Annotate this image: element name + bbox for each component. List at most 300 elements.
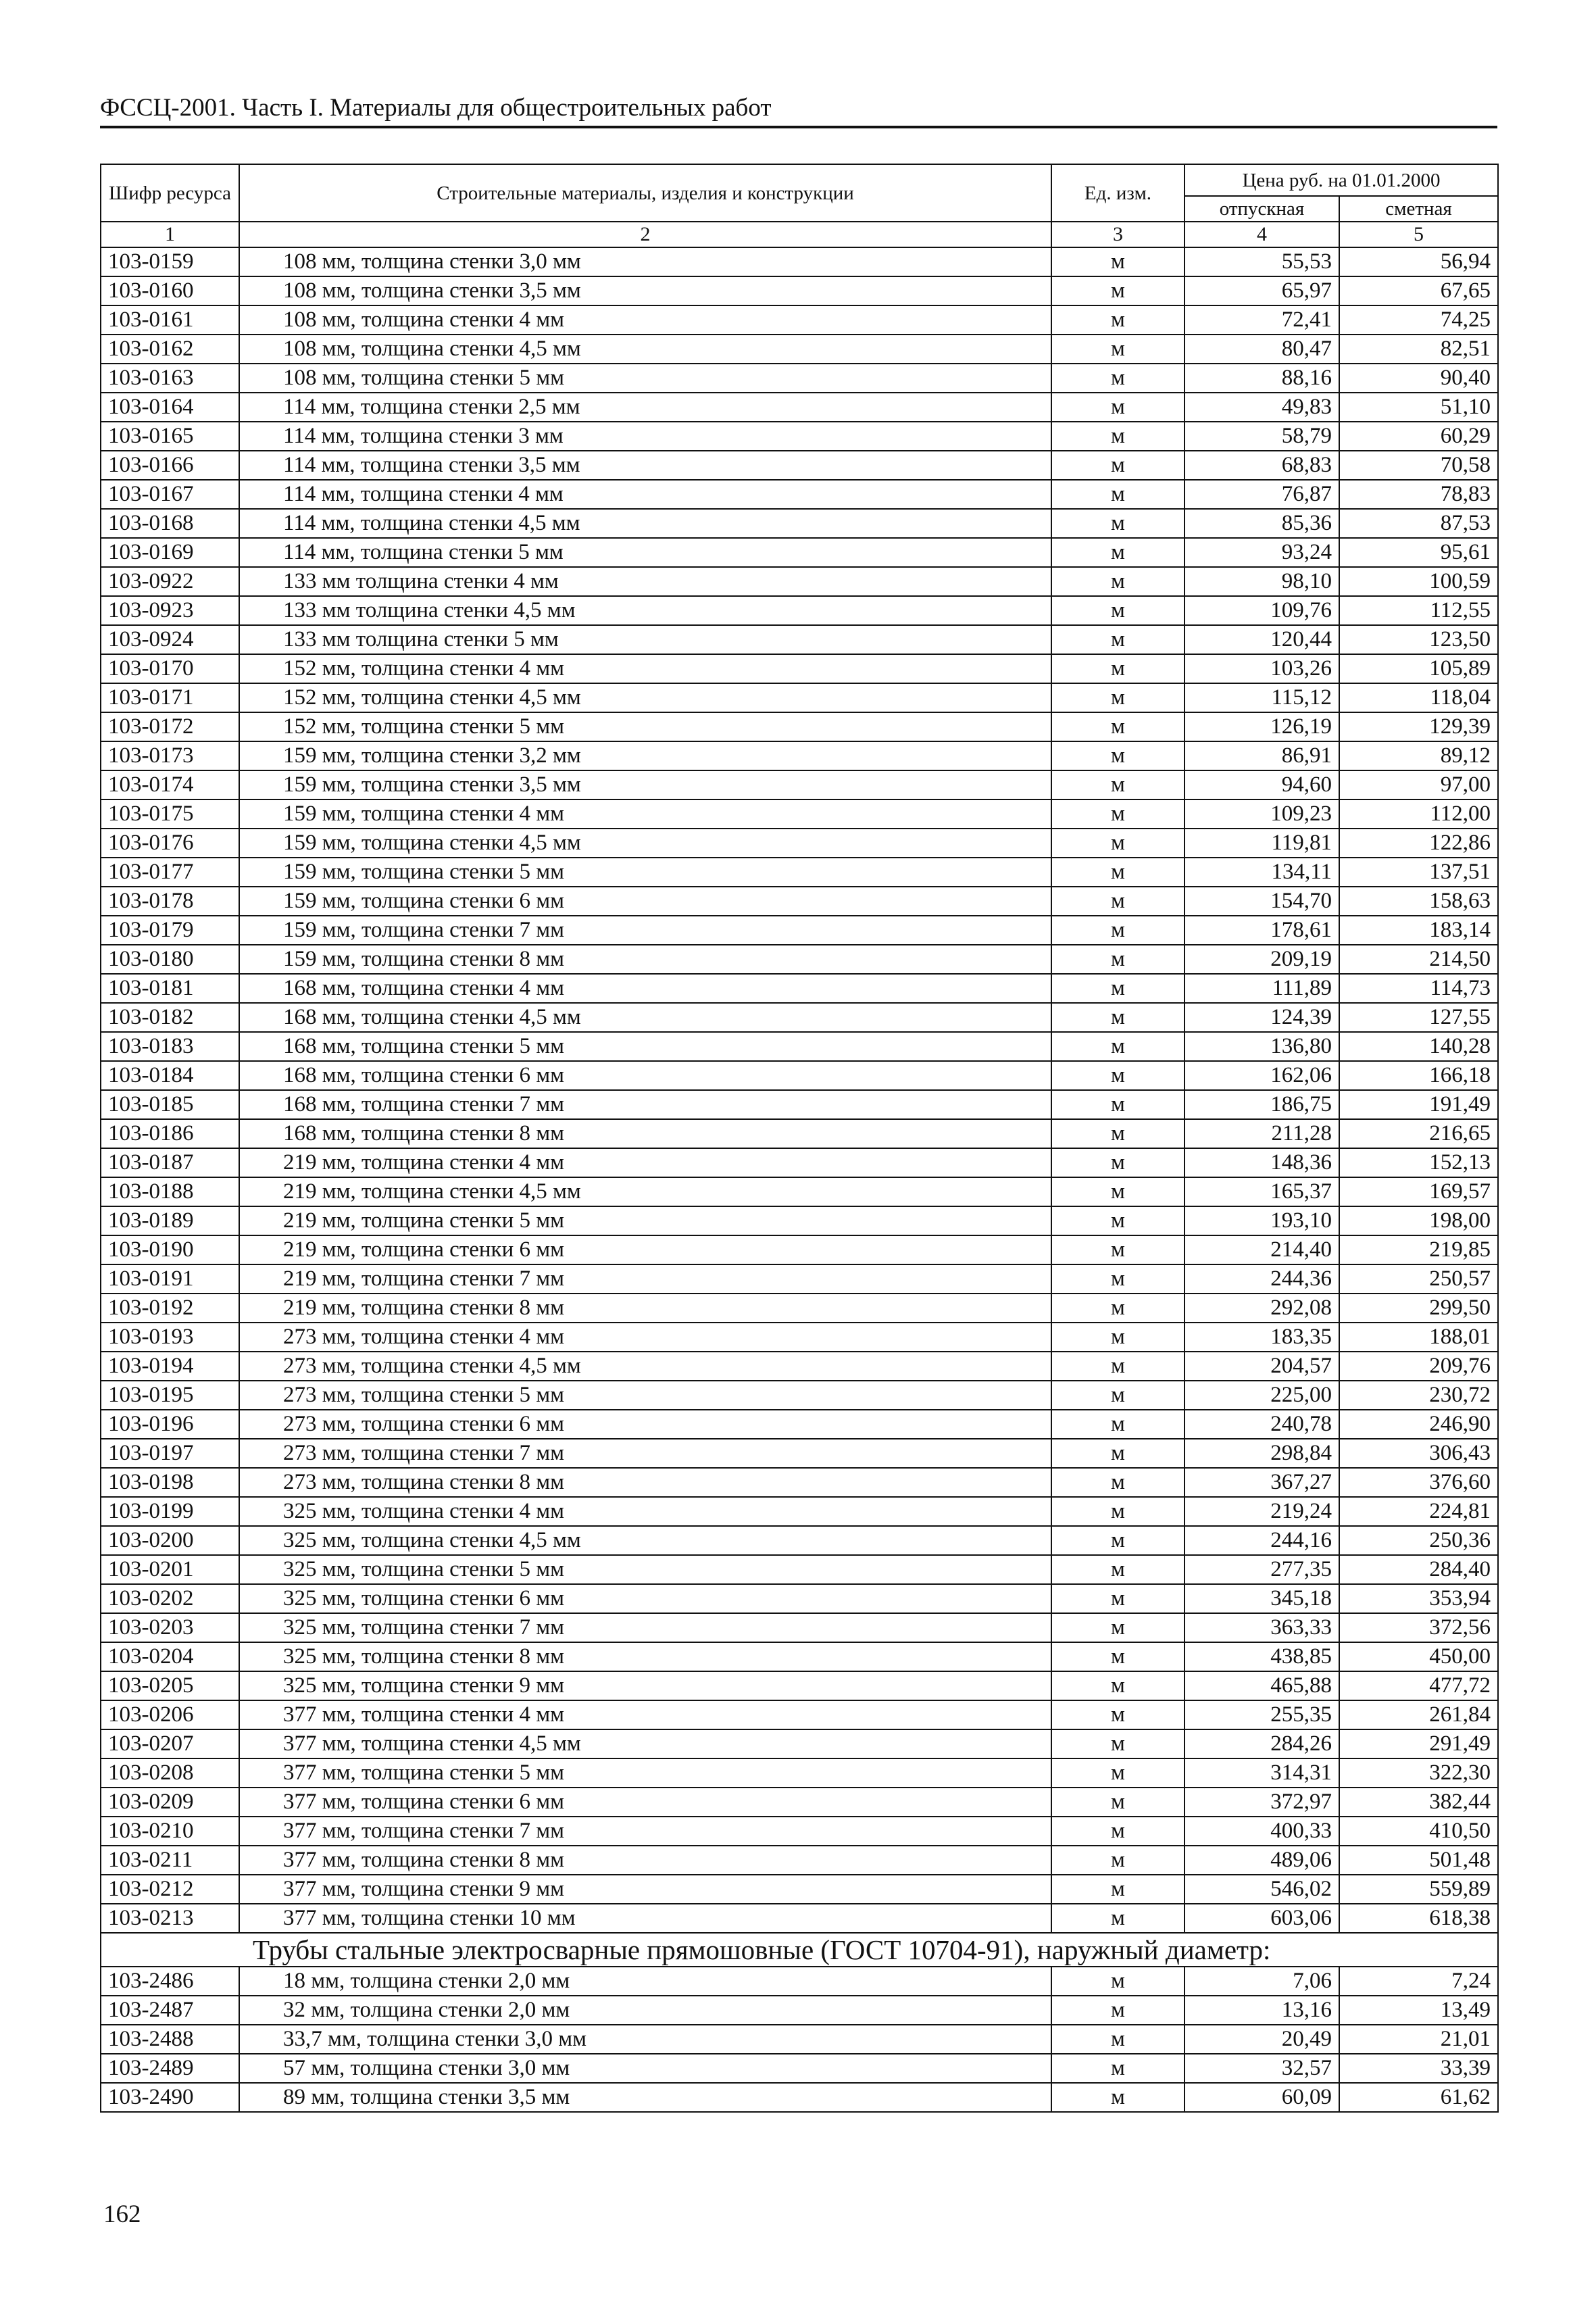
release-price-cell: 65,97 <box>1184 276 1339 305</box>
resource-code-cell: 103-0162 <box>101 335 239 364</box>
estimate-price-cell: 158,63 <box>1339 887 1498 916</box>
table-row <box>101 1206 1498 1235</box>
unit-cell: м <box>1051 1904 1184 1933</box>
table-row <box>101 1090 1498 1119</box>
resource-code-cell: 103-0197 <box>101 1439 239 1468</box>
release-price-cell: 214,40 <box>1184 1235 1339 1264</box>
unit-cell: м <box>1051 945 1184 974</box>
material-name-cell: 108 мм, толщина стенки 3,0 мм <box>239 247 1051 276</box>
material-name-cell: 377 мм, толщина стенки 5 мм <box>239 1758 1051 1788</box>
estimate-price-cell: 56,94 <box>1339 247 1498 276</box>
material-name-cell: 325 мм, толщина стенки 7 мм <box>239 1613 1051 1642</box>
release-price-cell: 148,36 <box>1184 1148 1339 1177</box>
unit-cell: м <box>1051 1526 1184 1555</box>
resource-code-cell: 103-0187 <box>101 1148 239 1177</box>
resource-code-cell: 103-0164 <box>101 393 239 422</box>
estimate-price-cell: 118,04 <box>1339 683 1498 712</box>
estimate-price-cell: 21,01 <box>1339 2025 1498 2054</box>
release-price-cell: 60,09 <box>1184 2083 1339 2112</box>
unit-cell: м <box>1051 625 1184 654</box>
estimate-price-cell: 559,89 <box>1339 1875 1498 1904</box>
unit-cell: м <box>1051 1613 1184 1642</box>
material-name-cell: 57 мм, толщина стенки 3,0 мм <box>239 2054 1051 2083</box>
table-row <box>101 1788 1498 1817</box>
resource-code-cell: 103-0179 <box>101 916 239 945</box>
table-row <box>101 858 1498 887</box>
unit-cell: м <box>1051 1119 1184 1148</box>
material-name-cell: 377 мм, толщина стенки 6 мм <box>239 1788 1051 1817</box>
material-name-cell: 108 мм, толщина стенки 3,5 мм <box>239 276 1051 305</box>
table-row <box>101 1294 1498 1323</box>
release-price-cell: 372,97 <box>1184 1788 1339 1817</box>
table-row <box>101 1642 1498 1671</box>
resource-code-cell: 103-0160 <box>101 276 239 305</box>
resource-code-cell: 103-0203 <box>101 1613 239 1642</box>
release-price-cell: 120,44 <box>1184 625 1339 654</box>
material-name-cell: 159 мм, толщина стенки 3,2 мм <box>239 741 1051 770</box>
release-price-cell: 98,10 <box>1184 567 1339 596</box>
table-body <box>101 247 1498 2112</box>
material-name-cell: 219 мм, толщина стенки 6 мм <box>239 1235 1051 1264</box>
table-row <box>101 741 1498 770</box>
resource-code-cell: 103-0172 <box>101 712 239 741</box>
resource-code-cell: 103-0189 <box>101 1206 239 1235</box>
unit-cell: м <box>1051 916 1184 945</box>
table-row <box>101 1235 1498 1264</box>
estimate-price-cell: 166,18 <box>1339 1061 1498 1090</box>
unit-cell: м <box>1051 1323 1184 1352</box>
resource-code-cell: 103-0174 <box>101 770 239 799</box>
estimate-price-cell: 501,48 <box>1339 1846 1498 1875</box>
table-row <box>101 1032 1498 1061</box>
release-price-cell: 244,16 <box>1184 1526 1339 1555</box>
unit-cell: м <box>1051 712 1184 741</box>
material-name-cell: 108 мм, толщина стенки 4 мм <box>239 305 1051 335</box>
release-price-cell: 93,24 <box>1184 538 1339 567</box>
table-row <box>101 1996 1498 2025</box>
release-price-cell: 225,00 <box>1184 1381 1339 1410</box>
release-price-cell: 162,06 <box>1184 1061 1339 1090</box>
resource-code-cell: 103-0185 <box>101 1090 239 1119</box>
unit-cell: м <box>1051 1410 1184 1439</box>
material-name-cell: 114 мм, толщина стенки 3 мм <box>239 422 1051 451</box>
table-row <box>101 1323 1498 1352</box>
release-price-cell: 68,83 <box>1184 451 1339 480</box>
table-row <box>101 625 1498 654</box>
resource-code-cell: 103-0212 <box>101 1875 239 1904</box>
table-row <box>101 1119 1498 1148</box>
estimate-price-cell: 152,13 <box>1339 1148 1498 1177</box>
release-price-cell: 298,84 <box>1184 1439 1339 1468</box>
material-name-cell: 114 мм, толщина стенки 2,5 мм <box>239 393 1051 422</box>
unit-cell: м <box>1051 1729 1184 1758</box>
unit-cell: м <box>1051 247 1184 276</box>
material-name-cell: 377 мм, толщина стенки 4,5 мм <box>239 1729 1051 1758</box>
material-name-cell: 377 мм, толщина стенки 7 мм <box>239 1817 1051 1846</box>
table-row <box>101 1148 1498 1177</box>
resource-code-cell: 103-0170 <box>101 654 239 683</box>
resource-code-cell: 103-0168 <box>101 509 239 538</box>
unit-cell: м <box>1051 1758 1184 1788</box>
unit-cell: м <box>1051 1967 1184 1996</box>
estimate-price-cell: 87,53 <box>1339 509 1498 538</box>
material-name-cell: 325 мм, толщина стенки 4,5 мм <box>239 1526 1051 1555</box>
material-name-cell: 273 мм, толщина стенки 4 мм <box>239 1323 1051 1352</box>
unit-cell: м <box>1051 1206 1184 1235</box>
unit-cell: м <box>1051 1003 1184 1032</box>
material-name-cell: 273 мм, толщина стенки 4,5 мм <box>239 1352 1051 1381</box>
material-name-cell: 159 мм, толщина стенки 8 мм <box>239 945 1051 974</box>
table-row <box>101 305 1498 335</box>
resource-code-cell: 103-0177 <box>101 858 239 887</box>
table-row <box>101 364 1498 393</box>
release-price-cell: 277,35 <box>1184 1555 1339 1584</box>
release-price-cell: 367,27 <box>1184 1468 1339 1497</box>
table-row <box>101 1468 1498 1497</box>
material-name-cell: 219 мм, толщина стенки 7 мм <box>239 1264 1051 1294</box>
material-name-cell: 377 мм, толщина стенки 8 мм <box>239 1846 1051 1875</box>
estimate-price-cell: 291,49 <box>1339 1729 1498 1758</box>
unit-cell: м <box>1051 1148 1184 1177</box>
release-price-cell: 465,88 <box>1184 1671 1339 1700</box>
estimate-price-cell: 67,65 <box>1339 276 1498 305</box>
resource-code-cell: 103-0194 <box>101 1352 239 1381</box>
unit-cell: м <box>1051 364 1184 393</box>
column-number: 5 <box>1339 222 1498 247</box>
release-price-cell: 186,75 <box>1184 1090 1339 1119</box>
estimate-price-cell: 299,50 <box>1339 1294 1498 1323</box>
estimate-price-cell: 219,85 <box>1339 1235 1498 1264</box>
release-price-cell: 314,31 <box>1184 1758 1339 1788</box>
table-row <box>101 1497 1498 1526</box>
material-name-cell: 219 мм, толщина стенки 8 мм <box>239 1294 1051 1323</box>
table-row <box>101 712 1498 741</box>
release-price-cell: 13,16 <box>1184 1996 1339 2025</box>
estimate-price-cell: 105,89 <box>1339 654 1498 683</box>
material-name-cell: 325 мм, толщина стенки 6 мм <box>239 1584 1051 1613</box>
material-name-cell: 273 мм, толщина стенки 8 мм <box>239 1468 1051 1497</box>
unit-cell: м <box>1051 829 1184 858</box>
resource-code-cell: 103-0196 <box>101 1410 239 1439</box>
release-price-cell: 72,41 <box>1184 305 1339 335</box>
estimate-price-cell: 284,40 <box>1339 1555 1498 1584</box>
section-row <box>101 1933 1498 1967</box>
column-number: 4 <box>1184 222 1339 247</box>
material-name-cell: 325 мм, толщина стенки 5 мм <box>239 1555 1051 1584</box>
estimate-price-cell: 112,00 <box>1339 799 1498 829</box>
release-price-cell: 219,24 <box>1184 1497 1339 1526</box>
table-row <box>101 2025 1498 2054</box>
table-row <box>101 335 1498 364</box>
release-price-cell: 209,19 <box>1184 945 1339 974</box>
material-name-cell: 18 мм, толщина стенки 2,0 мм <box>239 1967 1051 1996</box>
resource-code-cell: 103-0211 <box>101 1846 239 1875</box>
unit-cell: м <box>1051 509 1184 538</box>
material-name-cell: 325 мм, толщина стенки 8 мм <box>239 1642 1051 1671</box>
release-price-cell: 80,47 <box>1184 335 1339 364</box>
unit-cell: м <box>1051 1177 1184 1206</box>
material-name-cell: 168 мм, толщина стенки 8 мм <box>239 1119 1051 1148</box>
material-name-cell: 168 мм, толщина стенки 5 мм <box>239 1032 1051 1061</box>
unit-cell: м <box>1051 1090 1184 1119</box>
table-row <box>101 1439 1498 1468</box>
unit-cell: м <box>1051 683 1184 712</box>
table-row <box>101 1904 1498 1933</box>
release-price-cell: 103,26 <box>1184 654 1339 683</box>
estimate-price-cell: 90,40 <box>1339 364 1498 393</box>
release-price-cell: 88,16 <box>1184 364 1339 393</box>
unit-cell: м <box>1051 2054 1184 2083</box>
resource-code-cell: 103-0193 <box>101 1323 239 1352</box>
release-price-cell: 211,28 <box>1184 1119 1339 1148</box>
release-price-cell: 240,78 <box>1184 1410 1339 1439</box>
unit-cell: м <box>1051 1264 1184 1294</box>
header-release-price: отпускная <box>1184 196 1339 222</box>
unit-cell: м <box>1051 741 1184 770</box>
material-name-cell: 159 мм, толщина стенки 4 мм <box>239 799 1051 829</box>
resource-code-cell: 103-0163 <box>101 364 239 393</box>
page-header <box>100 92 1497 128</box>
material-name-cell: 219 мм, толщина стенки 4 мм <box>239 1148 1051 1177</box>
page-header-title: ФССЦ-2001. Часть I. Материалы для общестроительных работ <box>100 94 772 122</box>
table-row <box>101 1729 1498 1758</box>
resource-code-cell: 103-0166 <box>101 451 239 480</box>
table-row <box>101 567 1498 596</box>
table-row <box>101 1352 1498 1381</box>
resource-code-cell: 103-0199 <box>101 1497 239 1526</box>
release-price-cell: 489,06 <box>1184 1846 1339 1875</box>
unit-cell: м <box>1051 1061 1184 1090</box>
header-name: Строительные материалы, изделия и конструкции <box>239 164 1051 222</box>
table-row <box>101 247 1498 276</box>
resource-code-cell: 103-0192 <box>101 1294 239 1323</box>
release-price-cell: 76,87 <box>1184 480 1339 509</box>
resource-code-cell: 103-0171 <box>101 683 239 712</box>
estimate-price-cell: 618,38 <box>1339 1904 1498 1933</box>
material-name-cell: 377 мм, толщина стенки 4 мм <box>239 1700 1051 1729</box>
estimate-price-cell: 250,57 <box>1339 1264 1498 1294</box>
unit-cell: м <box>1051 538 1184 567</box>
estimate-price-cell: 198,00 <box>1339 1206 1498 1235</box>
estimate-price-cell: 137,51 <box>1339 858 1498 887</box>
release-price-cell: 363,33 <box>1184 1613 1339 1642</box>
estimate-price-cell: 209,76 <box>1339 1352 1498 1381</box>
material-name-cell: 159 мм, толщина стенки 6 мм <box>239 887 1051 916</box>
material-name-cell: 219 мм, толщина стенки 5 мм <box>239 1206 1051 1235</box>
unit-cell: м <box>1051 1555 1184 1584</box>
estimate-price-cell: 82,51 <box>1339 335 1498 364</box>
release-price-cell: 115,12 <box>1184 683 1339 712</box>
resource-code-cell: 103-0180 <box>101 945 239 974</box>
unit-cell: м <box>1051 887 1184 916</box>
table-row <box>101 451 1498 480</box>
resource-code-cell: 103-0200 <box>101 1526 239 1555</box>
estimate-price-cell: 183,14 <box>1339 916 1498 945</box>
material-name-cell: 108 мм, толщина стенки 4,5 мм <box>239 335 1051 364</box>
resource-code-cell: 103-0208 <box>101 1758 239 1788</box>
release-price-cell: 255,35 <box>1184 1700 1339 1729</box>
unit-cell: м <box>1051 2083 1184 2112</box>
material-name-cell: 219 мм, толщина стенки 4,5 мм <box>239 1177 1051 1206</box>
material-name-cell: 168 мм, толщина стенки 6 мм <box>239 1061 1051 1090</box>
release-price-cell: 193,10 <box>1184 1206 1339 1235</box>
resource-code-cell: 103-0924 <box>101 625 239 654</box>
estimate-price-cell: 261,84 <box>1339 1700 1498 1729</box>
estimate-price-cell: 97,00 <box>1339 770 1498 799</box>
material-name-cell: 159 мм, толщина стенки 3,5 мм <box>239 770 1051 799</box>
material-name-cell: 273 мм, толщина стенки 6 мм <box>239 1410 1051 1439</box>
unit-cell: м <box>1051 305 1184 335</box>
resource-code-cell: 103-2488 <box>101 2025 239 2054</box>
material-name-cell: 273 мм, толщина стенки 7 мм <box>239 1439 1051 1468</box>
material-name-cell: 168 мм, толщина стенки 4 мм <box>239 974 1051 1003</box>
release-price-cell: 126,19 <box>1184 712 1339 741</box>
price-table <box>100 164 1499 2113</box>
table-row <box>101 1177 1498 1206</box>
resource-code-cell: 103-2487 <box>101 1996 239 2025</box>
estimate-price-cell: 353,94 <box>1339 1584 1498 1613</box>
table-row <box>101 945 1498 974</box>
table-row <box>101 1817 1498 1846</box>
material-name-cell: 159 мм, толщина стенки 5 мм <box>239 858 1051 887</box>
release-price-cell: 183,35 <box>1184 1323 1339 1352</box>
estimate-price-cell: 13,49 <box>1339 1996 1498 2025</box>
unit-cell: м <box>1051 1788 1184 1817</box>
unit-cell: м <box>1051 1846 1184 1875</box>
release-price-cell: 20,49 <box>1184 2025 1339 2054</box>
estimate-price-cell: 169,57 <box>1339 1177 1498 1206</box>
table-row <box>101 1381 1498 1410</box>
unit-cell: м <box>1051 1584 1184 1613</box>
release-price-cell: 55,53 <box>1184 247 1339 276</box>
material-name-cell: 377 мм, толщина стенки 9 мм <box>239 1875 1051 1904</box>
unit-cell: м <box>1051 451 1184 480</box>
unit-cell: м <box>1051 335 1184 364</box>
unit-cell: м <box>1051 567 1184 596</box>
unit-cell: м <box>1051 1996 1184 2025</box>
unit-cell: м <box>1051 654 1184 683</box>
unit-cell: м <box>1051 393 1184 422</box>
unit-cell: м <box>1051 1700 1184 1729</box>
estimate-price-cell: 33,39 <box>1339 2054 1498 2083</box>
estimate-price-cell: 61,62 <box>1339 2083 1498 2112</box>
release-price-cell: 86,91 <box>1184 741 1339 770</box>
table-row <box>101 1967 1498 1996</box>
material-name-cell: 168 мм, толщина стенки 4,5 мм <box>239 1003 1051 1032</box>
table-row <box>101 1003 1498 1032</box>
material-name-cell: 159 мм, толщина стенки 7 мм <box>239 916 1051 945</box>
release-price-cell: 32,57 <box>1184 2054 1339 2083</box>
estimate-price-cell: 230,72 <box>1339 1381 1498 1410</box>
estimate-price-cell: 216,65 <box>1339 1119 1498 1148</box>
estimate-price-cell: 100,59 <box>1339 567 1498 596</box>
estimate-price-cell: 191,49 <box>1339 1090 1498 1119</box>
table-row <box>101 276 1498 305</box>
material-name-cell: 133 мм толщина стенки 4,5 мм <box>239 596 1051 625</box>
table-row <box>101 1846 1498 1875</box>
release-price-cell: 178,61 <box>1184 916 1339 945</box>
page-number: 162 <box>103 2200 141 2228</box>
resource-code-cell: 103-0182 <box>101 1003 239 1032</box>
unit-cell: м <box>1051 1235 1184 1264</box>
estimate-price-cell: 78,83 <box>1339 480 1498 509</box>
table-row <box>101 1671 1498 1700</box>
release-price-cell: 244,36 <box>1184 1264 1339 1294</box>
resource-code-cell: 103-0207 <box>101 1729 239 1758</box>
column-number: 3 <box>1051 222 1184 247</box>
resource-code-cell: 103-0161 <box>101 305 239 335</box>
resource-code-cell: 103-2490 <box>101 2083 239 2112</box>
resource-code-cell: 103-0165 <box>101 422 239 451</box>
table-row <box>101 916 1498 945</box>
table-row <box>101 393 1498 422</box>
resource-code-cell: 103-0213 <box>101 1904 239 1933</box>
estimate-price-cell: 477,72 <box>1339 1671 1498 1700</box>
material-name-cell: 168 мм, толщина стенки 7 мм <box>239 1090 1051 1119</box>
table-row <box>101 1061 1498 1090</box>
table-row <box>101 1584 1498 1613</box>
unit-cell: м <box>1051 1497 1184 1526</box>
table-row <box>101 654 1498 683</box>
estimate-price-cell: 322,30 <box>1339 1758 1498 1788</box>
material-name-cell: 89 мм, толщина стенки 3,5 мм <box>239 2083 1051 2112</box>
release-price-cell: 94,60 <box>1184 770 1339 799</box>
release-price-cell: 7,06 <box>1184 1967 1339 1996</box>
resource-code-cell: 103-2489 <box>101 2054 239 2083</box>
resource-code-cell: 103-0169 <box>101 538 239 567</box>
estimate-price-cell: 89,12 <box>1339 741 1498 770</box>
estimate-price-cell: 123,50 <box>1339 625 1498 654</box>
estimate-price-cell: 450,00 <box>1339 1642 1498 1671</box>
estimate-price-cell: 410,50 <box>1339 1817 1498 1846</box>
release-price-cell: 204,57 <box>1184 1352 1339 1381</box>
header-unit: Ед. изм. <box>1051 164 1184 222</box>
table-row <box>101 480 1498 509</box>
table-row <box>101 770 1498 799</box>
material-name-cell: 133 мм толщина стенки 4 мм <box>239 567 1051 596</box>
material-name-cell: 133 мм толщина стенки 5 мм <box>239 625 1051 654</box>
header-price-group: Цена руб. на 01.01.2000 <box>1184 164 1498 196</box>
resource-code-cell: 103-0210 <box>101 1817 239 1846</box>
estimate-price-cell: 306,43 <box>1339 1439 1498 1468</box>
resource-code-cell: 103-0176 <box>101 829 239 858</box>
table-row <box>101 1555 1498 1584</box>
estimate-price-cell: 246,90 <box>1339 1410 1498 1439</box>
resource-code-cell: 103-0195 <box>101 1381 239 1410</box>
unit-cell: м <box>1051 480 1184 509</box>
unit-cell: м <box>1051 1468 1184 1497</box>
resource-code-cell: 103-0191 <box>101 1264 239 1294</box>
resource-code-cell: 103-0202 <box>101 1584 239 1613</box>
estimate-price-cell: 127,55 <box>1339 1003 1498 1032</box>
material-name-cell: 152 мм, толщина стенки 4 мм <box>239 654 1051 683</box>
estimate-price-cell: 129,39 <box>1339 712 1498 741</box>
unit-cell: м <box>1051 1352 1184 1381</box>
material-name-cell: 325 мм, толщина стенки 9 мм <box>239 1671 1051 1700</box>
unit-cell: м <box>1051 1671 1184 1700</box>
estimate-price-cell: 188,01 <box>1339 1323 1498 1352</box>
unit-cell: м <box>1051 1294 1184 1323</box>
unit-cell: м <box>1051 974 1184 1003</box>
table-row <box>101 509 1498 538</box>
release-price-cell: 119,81 <box>1184 829 1339 858</box>
material-name-cell: 273 мм, толщина стенки 5 мм <box>239 1381 1051 1410</box>
estimate-price-cell: 140,28 <box>1339 1032 1498 1061</box>
resource-code-cell: 103-0209 <box>101 1788 239 1817</box>
table-row <box>101 1410 1498 1439</box>
release-price-cell: 438,85 <box>1184 1642 1339 1671</box>
resource-code-cell: 103-0184 <box>101 1061 239 1090</box>
